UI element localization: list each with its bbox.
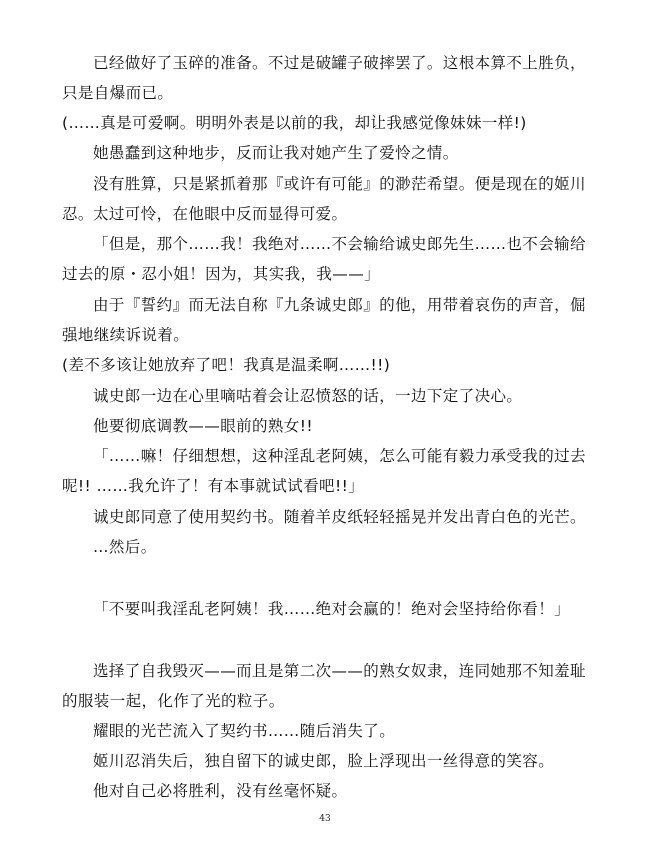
paragraph: (差不多该让她放弃了吧！我真是温柔啊……!!) [62, 356, 391, 374]
paragraph: 「但是，那个……我！我绝对……不会输给诚史郎先生……也不会输给过去的原・忍小姐！因为，其实我，我——」 [62, 235, 586, 283]
paragraph: 太过可怜，在他眼中反而显得可爱。 [93, 205, 348, 223]
paragraph: 选择了自我毁灭——而且是第二次——的熟女奴隶，连同她那不知羞耻的服装一起，化作了光的粒子。 [62, 662, 586, 710]
paragraph: …然后。 [93, 538, 157, 556]
paragraph: 诚史郎一边在心里嘀咕着会让忍愤怒的话，一边下定了决心。 [93, 387, 523, 405]
paragraph: 「不要叫我淫乱老阿姨！我……绝对会赢的！绝对会坚持给你看！」 [93, 600, 571, 618]
paragraph: 他对自己必将胜利，没有丝毫怀疑。 [93, 782, 348, 800]
paragraph: 由于『誓约』而无法自称『九条诚史郎』的他，用带着哀伤的声音，倔强地继续诉说着。 [62, 296, 586, 344]
paragraph: 他要彻底调教——眼前的熟女!! [93, 417, 313, 435]
paragraph: 「……嘛！仔细想想，这种淫乱老阿姨，怎么可能有毅力承受我的过去呢!! ……我允许了！有本事就试试看吧!!」 [62, 447, 586, 495]
page-number: 43 [319, 814, 331, 824]
paragraph: 姬川忍消失后，独自留下的诚史郎，脸上浮现出一丝得意的笑容。 [93, 752, 555, 770]
paragraph: 耀眼的光芒流入了契约书……随后消失了。 [93, 722, 396, 740]
paragraph: 没有胜算，只是紧抓着那『或许有可能』的渺茫希望。便是现在的姬川忍。 [62, 175, 586, 223]
paragraph: (……真是可爱啊。明明外表是以前的我，却让我感觉像妹妹一样!) [62, 114, 527, 132]
paragraph: 已经做好了玉碎的准备。不过是破罐子破摔罢了。这根本算不上胜负，只是自爆而已。 [62, 54, 586, 102]
paragraph: 诚史郎同意了使用契约书。随着羊皮纸轻轻摇晃并发出青白色的光芒。 [93, 508, 586, 526]
paragraph: 她愚蠢到这种地步，反而让我对她产生了爱怜之情。 [93, 144, 459, 162]
